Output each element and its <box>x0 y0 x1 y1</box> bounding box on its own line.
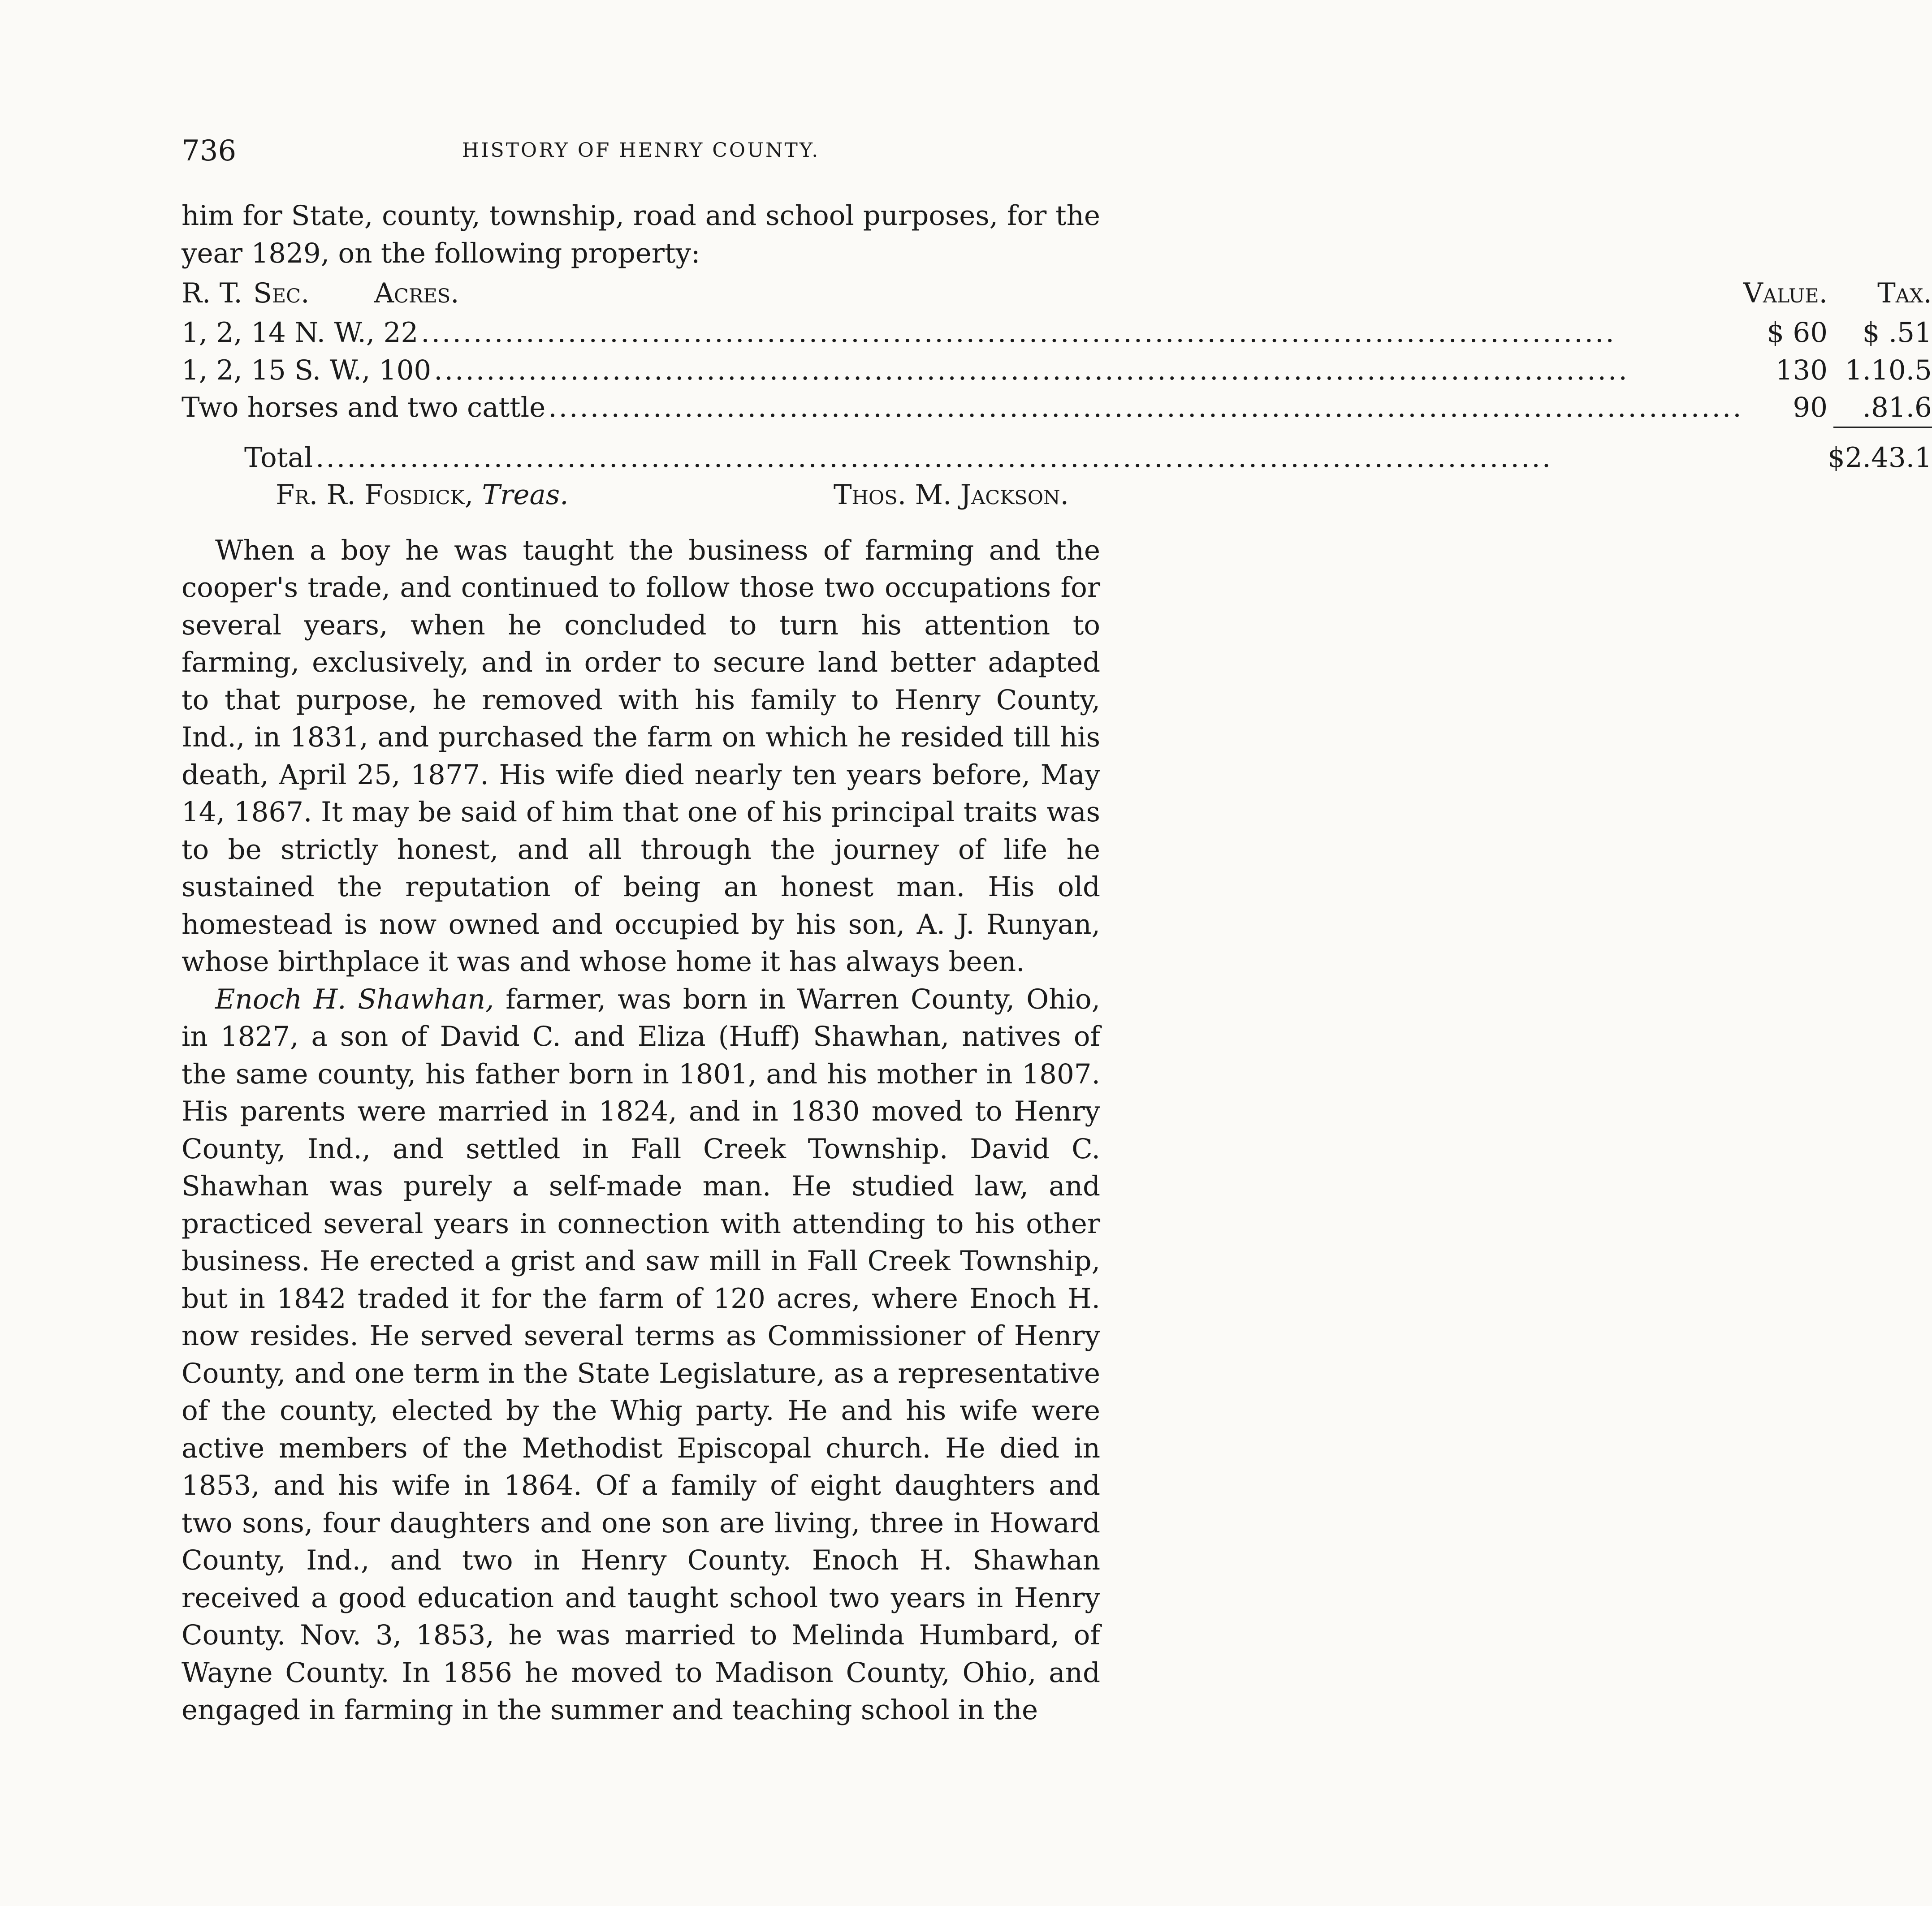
shawhan-name: Enoch H. Shawhan, <box>215 983 494 1015</box>
treasurer-title: Treas. <box>482 479 569 511</box>
col-value: Value. <box>1743 277 1828 309</box>
row-label: 1, 2, 15 S. W., 100 <box>182 354 432 386</box>
row-value: $ 60 <box>1767 317 1828 349</box>
running-head: HISTORY OF HENRY COUNTY. <box>462 139 820 162</box>
col-acres: Acres. <box>374 277 459 309</box>
page-header <box>182 134 1100 175</box>
row-value: 130 <box>1775 354 1828 386</box>
taxpayer-name: Thos. M. Jackson. <box>833 479 1069 511</box>
total-label: Total <box>244 441 313 474</box>
page-body <box>182 197 1932 1729</box>
paragraph-shawhan <box>182 981 1100 1729</box>
total-row: Total ...................................................................................................................... $2.43.1 <box>182 439 1932 477</box>
tax-table <box>182 275 1932 476</box>
shawhan-text: farmer, was born in Warren County, Ohio, in 1827, a son of David C. and Eliza (Huff) Shawhan, natives of the same county, his father born in 1801, and his mother in 1807. His parents were married in 1824, and in 1830 moved to Henry County, Ind., and settled in Fall Creek Township. David C. Shawhan was purely a self-made man. He studied law, and practiced several years in connection with attending to his other business. He erected a grist and saw mill in Fall Creek Township, but in 1842 traded it for the farm of 120 acres, where Enoch H. now resides. He served several terms as Commissioner of Henry County, and one term in the State Legislature, as a representative of the county, elected by the Whig party. He and his wife were active members of the Methodist Episcopal church. He died in 1853, and his wife in 1864. Of a family of eight daughters and two sons, four daughters and one son are living, three in Howard County, Ind., and two in Henry County. Enoch H. Shawhan received a good education and taught school two years in Henry County. Nov. 3, 1853, he was married to Melinda Humbard, of Wayne County. In 1856 he moved to Madison County, Ohio, and engaged in farming in the summer and teaching school in the <box>182 983 1100 1726</box>
row-value: 90 <box>1793 392 1828 423</box>
row-label: 1, 2, 14 N. W., 22 <box>182 317 419 349</box>
signature-line <box>182 476 1100 514</box>
page-number: 736 <box>182 134 237 168</box>
tax-table-header <box>182 275 1932 314</box>
row-tax: .81.6 <box>1862 392 1932 423</box>
table-row: 1, 2, 15 S. W., 100 .................................................................................................................. 130 1.10.5 <box>182 352 1932 389</box>
table-row: 1, 2, 14 N. W., 22 .................................................................................................................. $ 60 $ .51 <box>182 314 1932 352</box>
treasurer-name: Fr. R. Fosdick, <box>276 479 474 511</box>
row-tax: $ .51 <box>1862 317 1932 349</box>
row-tax: 1.10.5 <box>1845 354 1932 386</box>
paragraph-runyan: When a boy he was taught the business of farming and the cooper's trade, and continued to follow those two occupations for several years, when he concluded to turn his attention to farming, exclusively, and in order to secure land better adapted to that purpose, he removed with his family to Henry County, Ind., in 1831, and purchased the farm on which he resided till his death, April 25, 1877. His wife died nearly ten years before, May 14, 1867. It may be said of him that one of his principal traits was to be strictly honest, and all through the journey of life he sustained the reputation of being an honest man. His old homestead is now owned and occupied by his son, A. J. Runyan, whose birthplace it was and whose home it has always been. <box>182 534 1100 978</box>
col-sec: Sec. <box>253 277 310 309</box>
col-tax: Tax. <box>1877 277 1932 309</box>
row-label: Two horses and two cattle <box>182 392 546 423</box>
treasurer <box>276 476 569 514</box>
total-value: $2.43.1 <box>1828 441 1932 474</box>
total-rule <box>1833 427 1932 428</box>
col-rt: R. T. <box>182 277 242 309</box>
intro-paragraph: him for State, county, township, road and school purposes, for the year 1829, on the following property: <box>182 200 1100 269</box>
table-row: Two horses and two cattle .................................................................................................................. 90 .81.6 <box>182 389 1932 427</box>
